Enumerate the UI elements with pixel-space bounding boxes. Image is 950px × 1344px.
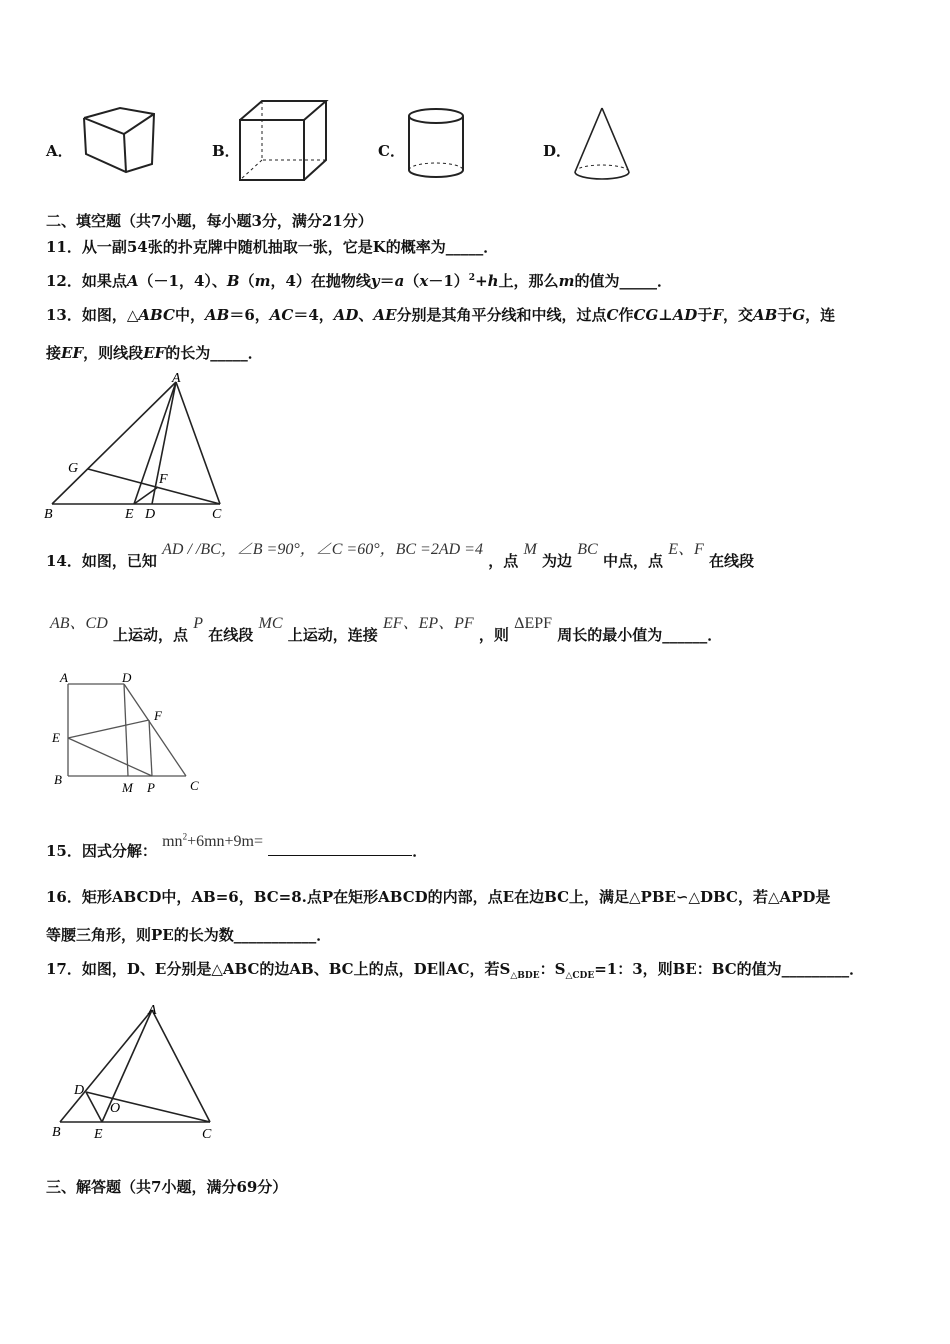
section-3-header: 三、解答题（共7小题，满分69分） [46,1178,288,1196]
q17-label-d: D [74,1083,85,1098]
choice-b-label: B． [212,142,240,160]
choice-d-label: D． [543,142,572,160]
question-14-line1: 14．如图，已知 AD / /BC，∠B =90°，∠C =60°，BC =2AD =4 ，点 M 为边 BC 中点，点 E、F 在线段 [46,541,755,570]
section-2-header: 二、填空题（共7小题，每小题3分，满分21分） [46,212,373,230]
q13-label-d: D [145,507,156,522]
question-15: 15．因式分解： $mn^2+6mn+9m=$ ． [46,831,428,860]
cone-figure [570,104,634,184]
q14-label-d: D [122,670,132,685]
q13-label-f: F [159,472,168,487]
q13-label-c: C [212,507,222,522]
question-17: 17．如图，D、E分别是△ABC的边AB、BC上的点，DE∥AC，若$S_{\triangle BDE}$：$S_{\triangle CDE}=1$：3，则BE：BC的值为_________． [46,960,865,981]
choice-c-label: C． [378,142,405,160]
q15-answer-blank[interactable] [268,841,412,856]
question-14-line2: AB、CD 上运动，点 P 在线段 MC 上运动，连接 EF、EP、PF ，则 ΔEPF 周长的最小值为______． [50,615,723,644]
question-11: 11．从一副54张的扑克牌中随机抽取一张，它是K的概率为_____． [46,238,499,256]
q14-label-b: B [54,772,62,787]
question-16-line2: 等腰三角形，则PE的长为数___________． [46,926,332,944]
q17-label-o: O [110,1101,121,1116]
question-13-line1: 13．如图，△ABC中，AB＝6，AC＝4，AD、AE分别是其角平分线和中线，过点C作CG⊥AD于F，交AB于G，连 [46,306,836,324]
cylinder-figure [404,104,468,184]
q13-label-e: E [125,507,134,522]
q14-label-p: P [147,780,155,795]
q17-label-c: C [202,1127,212,1142]
q13-triangle-figure [40,370,230,522]
q13-label-b: B [44,507,53,522]
q13-label-a: A [172,371,181,386]
triangular-prism-figure [80,104,160,176]
q17-triangle-figure [46,1000,226,1146]
q17-label-e: E [94,1127,103,1142]
q14-label-a: A [60,670,68,685]
question-13-line2: 接EF，则线段EF的长为_____． [46,344,263,362]
question-12: 12．如果点A（－1，4）、B（m，4）在抛物线$y=a(x-1)^2+h$上，那么m的值为_____． [46,272,672,290]
q14-label-f: F [154,708,162,723]
q14-trapezoid-figure [46,668,206,798]
q17-label-b: B [52,1125,61,1140]
question-16-line1: 16．矩形ABCD中，AB=6，BC=8.点P在矩形ABCD的内部，点E在边BC上，满足△PBE∽△DBC，若△APD是 [46,888,831,906]
q14-label-m: M [122,780,133,795]
q14-label-e: E [52,730,60,745]
cube-figure [236,98,330,184]
q17-label-a: A [148,1003,157,1018]
choice-a-label: A． [46,142,73,160]
q14-label-c: C [190,778,199,793]
q13-label-g: G [68,461,79,476]
